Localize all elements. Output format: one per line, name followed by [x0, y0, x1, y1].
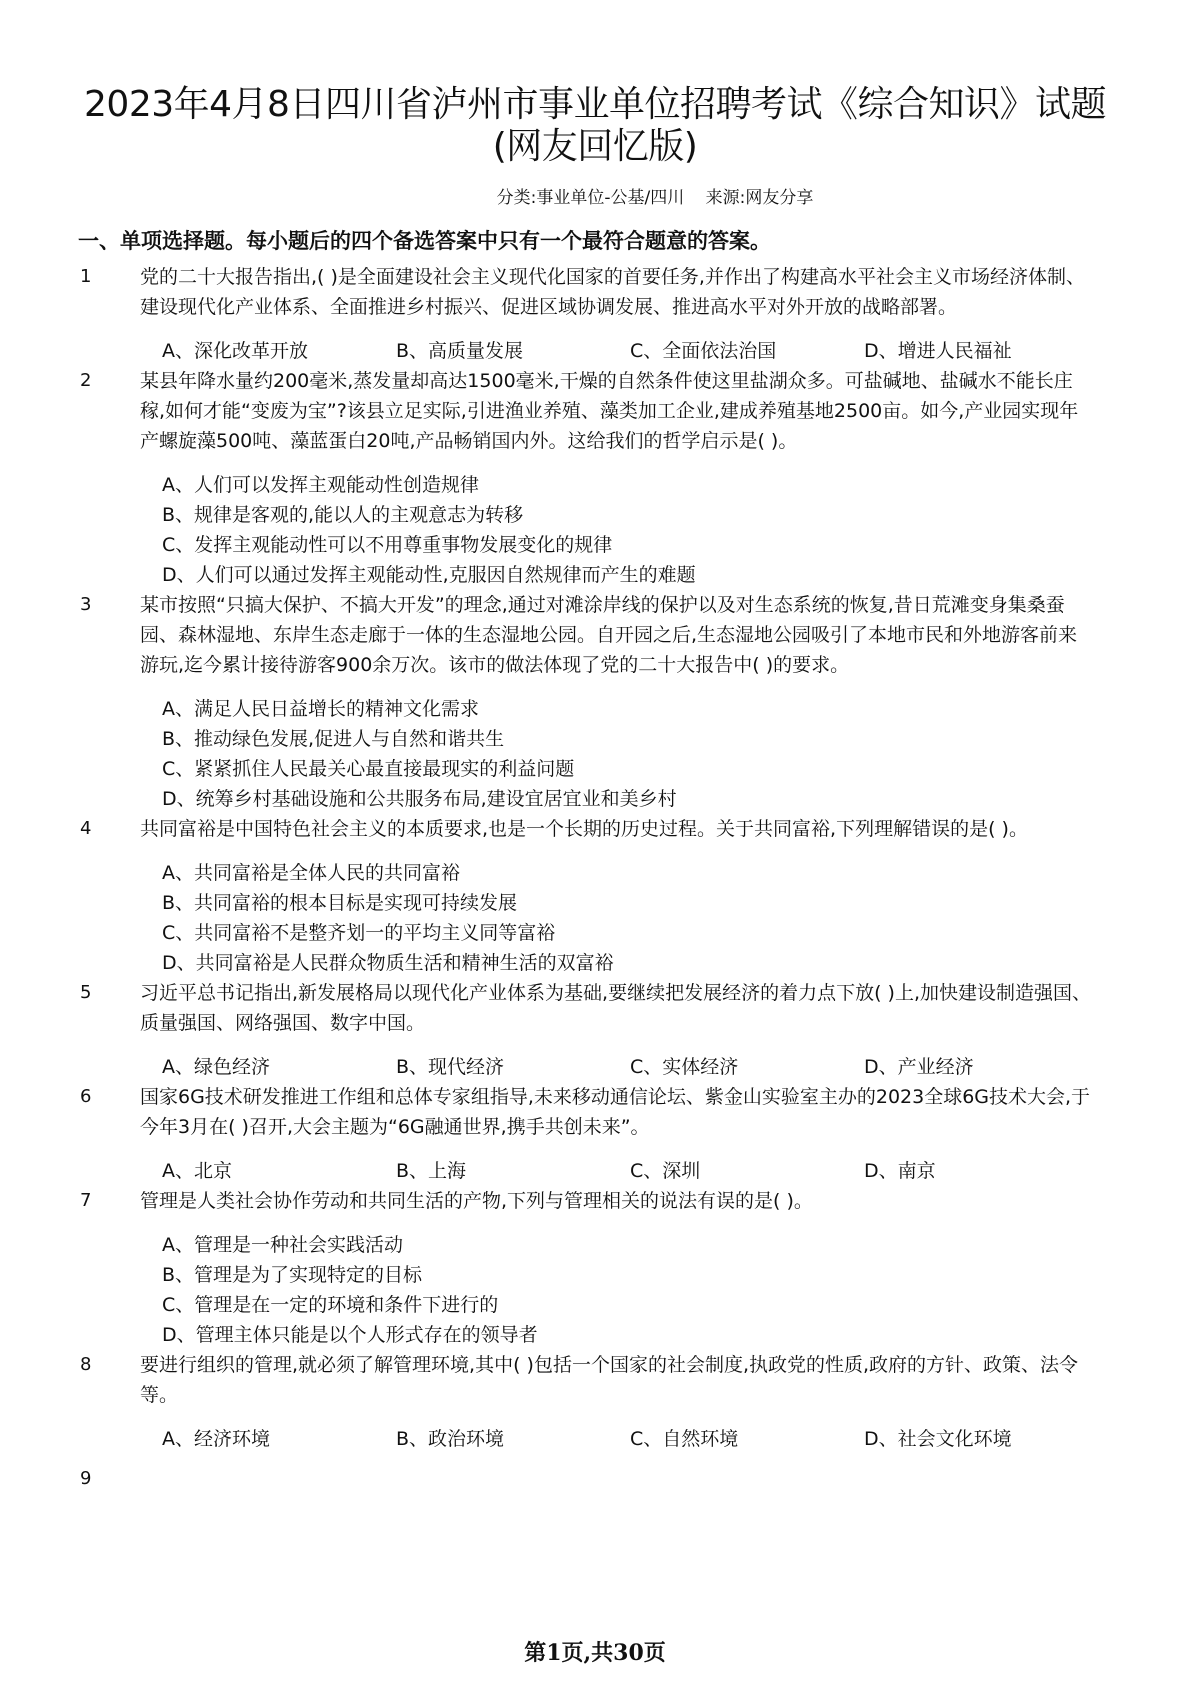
question-stem: 要进行组织的管理,就必须了解管理环境,其中( )包括一个国家的社会制度,执政党的性质,政府的方针、政策、法令等。 — [140, 1354, 1079, 1406]
question-stem: 国家6G技术研发推进工作组和总体专家组指导,未来移动通信论坛、紫金山实验室主办的2023全球6G技术大会,于今年3月在( )召开,大会主题为“6G融通世界,携手共创未来”。 — [140, 1086, 1091, 1138]
option-a: A、共同富裕是全体人民的共同富裕 — [162, 862, 460, 884]
option-a: A、满足人民日益增长的精神文化需求 — [162, 698, 479, 720]
option-b: B、规律是客观的,能以人的主观意志为转移 — [162, 504, 524, 526]
question-number: 9 — [80, 1468, 92, 1489]
option-list — [162, 1424, 1098, 1454]
option-list — [162, 858, 1098, 978]
option-a: A、北京 — [162, 1160, 232, 1182]
question-number: 7 — [80, 1190, 92, 1211]
question-number: 2 — [80, 370, 92, 391]
option-c: C、管理是在一定的环境和条件下进行的 — [162, 1294, 499, 1316]
option-c: C、发挥主观能动性可以不用尊重事物发展变化的规律 — [162, 534, 613, 556]
option-c: C、深圳 — [630, 1160, 701, 1182]
page-title — [40, 84, 1150, 168]
option-d: D、社会文化环境 — [864, 1428, 1012, 1450]
title-line-1: 2023年4月8日四川省泸州市事业单位招聘考试《综合知识》试题 — [84, 84, 1106, 125]
option-c: C、自然环境 — [630, 1428, 739, 1450]
option-c: C、紧紧抓住人民最关心最直接最现实的利益问题 — [162, 758, 575, 780]
option-list — [162, 1156, 1098, 1186]
question-9 — [78, 1464, 1098, 1494]
question-stem: 某市按照“只搞大保护、不搞大开发”的理念,通过对滩涂岸线的保护以及对生态系统的恢复,昔日荒滩变身集桑蚕园、森林湿地、东岸生态走廊于一体的生态湿地公园。自开园之后,生态湿地公园吸引了本地市民和外地游客前来游玩,迄今累计接待游客900余万次。该市的做法体现了党的二十大报告中( )的要求。 — [140, 594, 1078, 676]
question-stem: 党的二十大报告指出,( )是全面建设社会主义现代化国家的首要任务,并作出了构建高水平社会主义市场经济体制、建设现代化产业体系、全面推进乡村振兴、促进区域协调发展、推进高水平对外开放的战略部署。 — [140, 266, 1085, 318]
option-c: C、共同富裕不是整齐划一的平均主义同等富裕 — [162, 922, 556, 944]
option-list — [162, 1230, 1098, 1350]
source-label: 来源:网友分享 — [705, 188, 814, 208]
option-list — [162, 470, 1098, 590]
title-line-2: (网友回忆版) — [492, 126, 698, 167]
question-number: 6 — [80, 1086, 92, 1107]
option-c: C、全面依法治国 — [630, 340, 777, 362]
option-b: B、推动绿色发展,促进人与自然和谐共生 — [162, 728, 505, 750]
question-stem: 管理是人类社会协作劳动和共同生活的产物,下列与管理相关的说法有误的是( )。 — [140, 1190, 813, 1212]
question-stem: 习近平总书记指出,新发展格局以现代化产业体系为基础,要继续把发展经济的着力点下放( )上,加快建设制造强国、质量强国、网络强国、数字中国。 — [140, 982, 1091, 1034]
option-b: B、上海 — [396, 1160, 467, 1182]
option-d: D、共同富裕是人民群众物质生活和精神生活的双富裕 — [162, 952, 614, 974]
category-label: 分类:事业单位-公基/四川 — [496, 188, 685, 208]
question-number: 8 — [80, 1354, 92, 1375]
option-b: B、共同富裕的根本目标是实现可持续发展 — [162, 892, 518, 914]
option-d: D、人们可以通过发挥主观能动性,克服因自然规律而产生的难题 — [162, 564, 696, 586]
option-b: B、管理是为了实现特定的目标 — [162, 1264, 423, 1286]
option-d: D、南京 — [864, 1160, 936, 1182]
option-b: B、高质量发展 — [396, 340, 524, 362]
option-d: D、管理主体只能是以个人形式存在的领导者 — [162, 1324, 538, 1346]
question-4 — [78, 814, 1098, 978]
option-a: A、绿色经济 — [162, 1056, 270, 1078]
question-number: 4 — [80, 818, 92, 839]
option-list — [162, 694, 1098, 814]
question-number: 1 — [80, 266, 92, 287]
question-number: 3 — [80, 594, 92, 615]
question-stem: 某县年降水量约200毫米,蒸发量却高达1500毫米,干燥的自然条件使这里盐湖众多。可盐碱地、盐碱水不能长庄稼,如何才能“变废为宝”?该县立足实际,引进渔业养殖、藻类加工企业,建成养殖基地2500亩。如今,产业园实现年产螺旋藻500吨、藻蓝蛋白20吨,产品畅销国内外。这给我们的哲学启示是( )。 — [140, 370, 1079, 452]
question-stem — [140, 1464, 1095, 1494]
option-list — [162, 1052, 1098, 1082]
option-c: C、实体经济 — [630, 1056, 739, 1078]
question-list — [78, 262, 1098, 1494]
question-8 — [78, 1350, 1098, 1454]
document-meta — [0, 186, 1190, 210]
option-a: A、人们可以发挥主观能动性创造规律 — [162, 474, 479, 496]
question-7 — [78, 1186, 1098, 1350]
question-number: 5 — [80, 982, 92, 1003]
page-footer: 第1页,共30页 — [524, 1640, 666, 1666]
option-d: D、产业经济 — [864, 1056, 974, 1078]
section-heading: 一、单项选择题。每小题后的四个备选答案中只有一个最符合题意的答案。 — [78, 229, 771, 253]
option-a: A、经济环境 — [162, 1428, 270, 1450]
option-b: B、政治环境 — [396, 1428, 505, 1450]
option-a: A、深化改革开放 — [162, 340, 308, 362]
question-3 — [78, 590, 1098, 814]
option-a: A、管理是一种社会实践活动 — [162, 1234, 403, 1256]
question-1 — [78, 262, 1098, 366]
question-6 — [78, 1082, 1098, 1186]
option-d: D、统筹乡村基础设施和公共服务布局,建设宜居宜业和美乡村 — [162, 788, 677, 810]
question-2 — [78, 366, 1098, 590]
option-b: B、现代经济 — [396, 1056, 505, 1078]
option-list — [162, 336, 1098, 366]
option-d: D、增进人民福祉 — [864, 340, 1012, 362]
question-5 — [78, 978, 1098, 1082]
question-stem: 共同富裕是中国特色社会主义的本质要求,也是一个长期的历史过程。关于共同富裕,下列理解错误的是( )。 — [140, 818, 1028, 840]
